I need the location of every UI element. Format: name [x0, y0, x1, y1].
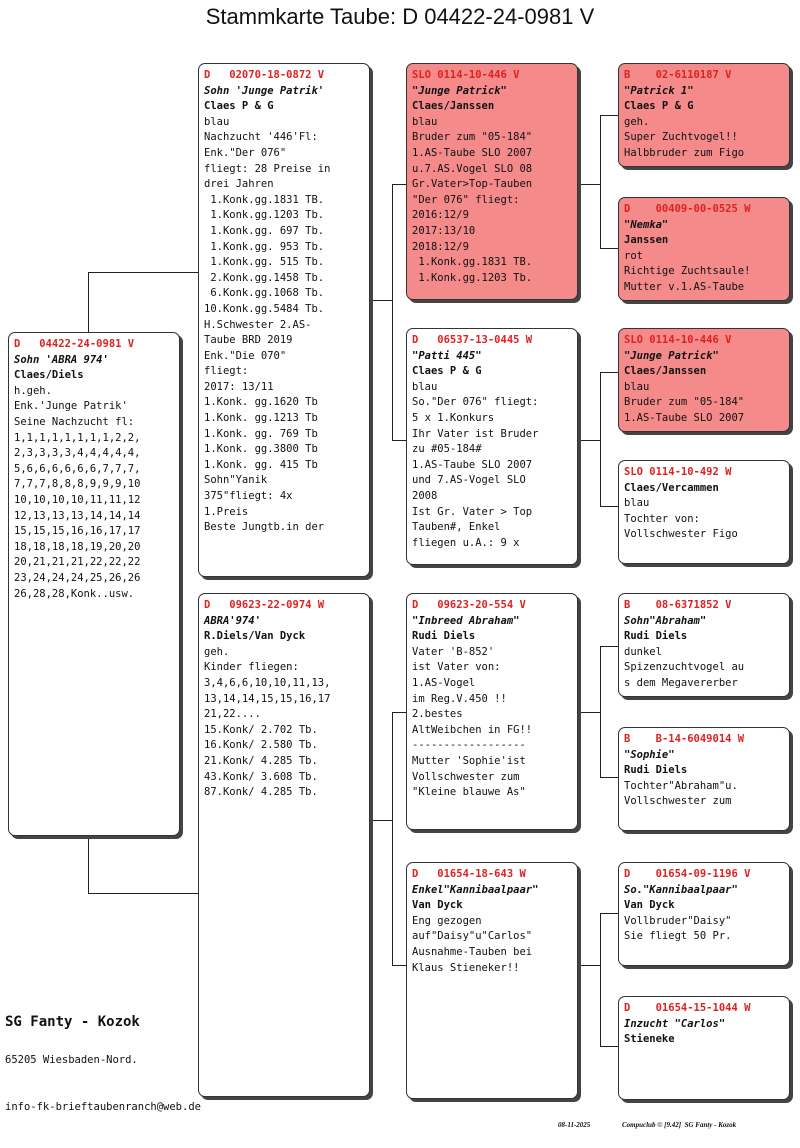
ring-number: D 06537-13-0445 W: [412, 334, 533, 346]
pigeon-name: So."Kannibaalpaar": [624, 883, 738, 896]
info-line: 1.Konk.gg.1203 Tb.: [204, 209, 325, 222]
pigeon-name: "Junge Patrick": [412, 84, 507, 97]
info-line: Seine Nachzucht fl:: [14, 415, 135, 428]
info-line: Eng gezogen: [412, 914, 482, 927]
breeder-name: Claes P & G: [204, 100, 274, 113]
info-line: Bruder zum "05-184": [412, 131, 533, 144]
info-line: Enk."Der 076": [204, 146, 287, 159]
pigeon-name: Sohn 'Junge Patrik': [204, 84, 325, 97]
info-line: Taube BRD 2019: [204, 334, 293, 347]
info-line: geh.: [624, 115, 650, 128]
info-line: 13,14,14,15,15,16,17: [204, 692, 331, 705]
breeder-name: Rudi Diels: [624, 764, 688, 777]
owner-address: 65205 Wiesbaden-Nord.: [5, 1054, 138, 1066]
footer-software: Compuclub © [9.42] SG Fanty - Kozok: [622, 1121, 737, 1129]
info-line: blau: [412, 380, 438, 393]
connector-line: [600, 248, 620, 249]
ring-number: D 09623-20-554 V: [412, 599, 526, 611]
info-line: und 7.AS-Vogel SLO: [412, 474, 526, 487]
connector-line: [600, 646, 601, 778]
pigeon-name: ABRA'974': [204, 614, 261, 627]
ring-number: SLO 0114-10-492 W: [624, 466, 732, 478]
info-line: Kinder fliegen:: [204, 661, 299, 674]
connector-line: [578, 440, 600, 441]
pigeon-card-main[interactable]: [8, 332, 180, 836]
info-line: ------------------: [412, 739, 526, 752]
info-line: Mutter v.1.AS-Taube: [624, 280, 745, 293]
ring-number: D 02070-18-0872 V: [204, 69, 325, 81]
connector-line: [600, 646, 620, 647]
breeder-name: Stieneke: [624, 1033, 675, 1046]
info-line: 18,18,18,18,19,20,20: [14, 540, 141, 553]
info-line: Enk."Die 070": [204, 349, 287, 362]
connector-line: [392, 184, 393, 441]
connector-line: [88, 272, 200, 273]
info-line: 1.AS-Vogel: [412, 676, 476, 689]
info-line: 10.Konk.gg.5484 Tb.: [204, 302, 325, 315]
connector-line: [578, 712, 600, 713]
info-line: Gr.Vater>Top-Tauben: [412, 178, 533, 191]
info-line: 26,28,28,Konk..usw.: [14, 587, 135, 600]
info-line: Sohn"Yanik: [204, 474, 268, 487]
info-line: 1.Konk.gg. 697 Tb.: [204, 224, 325, 237]
info-line: 1.Konk. gg. 415 Tb: [204, 458, 318, 471]
pigeon-card-father[interactable]: [198, 63, 370, 577]
info-line: 1.AS-Taube SLO 2007: [624, 411, 745, 424]
ring-number: D 04422-24-0981 V: [14, 338, 135, 350]
breeder-name: Claes/Janssen: [412, 100, 495, 113]
connector-line: [600, 1046, 620, 1047]
connector-line: [578, 184, 600, 185]
ring-number: D 01654-18-643 W: [412, 868, 526, 880]
breeder-name: Janssen: [624, 234, 669, 247]
connector-line: [88, 893, 200, 894]
info-line: fliegt:: [204, 365, 249, 378]
info-line: 1.Konk.gg.1831 TB.: [204, 193, 325, 206]
info-line: fliegen u.A.: 9 x: [412, 536, 520, 549]
info-line: Vollschwester Figo: [624, 528, 738, 541]
info-line: "Kleine blauwe As": [412, 786, 526, 799]
info-line: 375"fliegt: 4x: [204, 490, 293, 503]
pigeon-card-mother-mother[interactable]: [406, 862, 578, 1099]
info-line: Richtige Zuchtsaule!: [624, 265, 751, 278]
owner-email[interactable]: info-fk-brieftaubenranch@web.de: [5, 1101, 201, 1113]
pigeon-card-fm-mother[interactable]: [618, 460, 790, 564]
info-line: 2017: 13/11: [204, 380, 274, 393]
pigeon-name: Enkel"Kannibaalpaar": [412, 883, 539, 896]
info-line: 21,22....: [204, 708, 261, 721]
pigeon-card-ff-father[interactable]: [618, 63, 790, 167]
info-line: Vollbruder"Daisy": [624, 914, 732, 927]
info-line: 16.Konk/ 2.580 Tb.: [204, 739, 318, 752]
breeder-name: R.Diels/Van Dyck: [204, 630, 306, 643]
connector-line: [600, 913, 601, 1047]
breeder-name: Van Dyck: [624, 899, 675, 912]
info-line: Ausnahme-Tauben bei: [412, 945, 533, 958]
connector-line: [600, 777, 620, 778]
breeder-name: Claes/Diels: [14, 369, 84, 382]
info-line: 2.bestes: [412, 708, 463, 721]
ring-number: D 09623-22-0974 W: [204, 599, 325, 611]
info-line: Ihr Vater ist Bruder: [412, 427, 539, 440]
info-line: im Reg.V.450 !!: [412, 692, 507, 705]
info-line: geh.: [204, 645, 230, 658]
info-line: Bruder zum "05-184": [624, 396, 745, 409]
connector-line: [578, 965, 600, 966]
ring-number: B 02-6110187 V: [624, 69, 732, 81]
connector-line: [600, 115, 620, 116]
info-line: Enk.'Junge Patrik': [14, 400, 128, 413]
info-line: rot: [624, 249, 643, 262]
info-line: fliegt: 28 Preise in: [204, 162, 331, 175]
info-line: AltWeibchen in FG!!: [412, 723, 533, 736]
footer-date: 08-11-2025: [558, 1121, 591, 1129]
page-title: Stammkarte Taube: D 04422-24-0981 V: [205, 4, 595, 29]
connector-line: [600, 372, 601, 507]
info-line: Mutter 'Sophie'ist: [412, 754, 526, 767]
ring-number: D 01654-15-1044 W: [624, 1002, 751, 1014]
info-line: 1.AS-Taube SLO 2007: [412, 458, 533, 471]
info-line: 87.Konk/ 4.285 Tb.: [204, 786, 318, 799]
info-line: So."Der 076" fliegt:: [412, 396, 539, 409]
connector-line: [600, 115, 601, 249]
connector-line: [88, 272, 89, 334]
pigeon-card-mf-father[interactable]: [618, 593, 790, 697]
pigeon-name: "Patti 445": [412, 349, 482, 362]
connector-line: [392, 712, 393, 966]
info-line: Halbbruder zum Figo: [624, 146, 745, 159]
breeder-name: Claes P & G: [412, 365, 482, 378]
info-line: 23,24,24,24,25,26,26: [14, 571, 141, 584]
connector-line: [600, 913, 620, 914]
ring-number: SLO 0114-10-446 V: [412, 69, 520, 81]
info-line: blau: [412, 115, 438, 128]
info-line: 1.Konk. gg.1620 Tb: [204, 396, 318, 409]
info-line: 1.Konk.gg. 953 Tb.: [204, 240, 325, 253]
info-line: Nachzucht '446'Fl:: [204, 131, 318, 144]
pigeon-name: "Sophie": [624, 748, 675, 761]
pigeon-name: Inzucht "Carlos": [624, 1017, 726, 1030]
pigeon-card-mf-mother[interactable]: [618, 727, 790, 831]
breeder-name: Claes/Janssen: [624, 365, 707, 378]
pigeon-name: "Inbreed Abraham": [412, 614, 520, 627]
info-line: 1,1,1,1,1,1,1,1,2,2,: [14, 431, 141, 444]
info-line: blau: [624, 497, 650, 510]
info-line: 2018:12/9: [412, 240, 469, 253]
info-line: Klaus Stieneker!!: [412, 961, 520, 974]
info-line: Spizenzuchtvogel au: [624, 661, 745, 674]
ring-number: B B-14-6049014 W: [624, 733, 745, 745]
pigeon-name: Sohn"Abraham": [624, 614, 707, 627]
info-line: 2016:12/9: [412, 209, 469, 222]
info-line: dunkel: [624, 645, 662, 658]
info-line: 1.Preis: [204, 505, 249, 518]
info-line: 15.Konk/ 2.702 Tb.: [204, 723, 318, 736]
pigeon-card-fm-father[interactable]: [618, 328, 790, 432]
info-line: drei Jahren: [204, 178, 274, 191]
info-line: 43.Konk/ 3.608 Tb.: [204, 770, 318, 783]
ring-number: SLO 0114-10-446 V: [624, 334, 732, 346]
breeder-name: Claes P & G: [624, 100, 694, 113]
info-line: 3,4,6,6,10,10,11,13,: [204, 676, 331, 689]
info-line: 5 x 1.Konkurs: [412, 411, 495, 424]
info-line: "Der 076" fliegt:: [412, 193, 520, 206]
connector-line: [370, 300, 392, 301]
info-line: Vollschwester zum: [624, 795, 732, 808]
pigeon-card-mm-mother[interactable]: [618, 996, 790, 1100]
connector-line: [370, 820, 392, 821]
breeder-name: Claes/Vercammen: [624, 481, 719, 494]
info-line: 15,15,15,16,16,17,17: [14, 525, 141, 538]
breeder-name: Rudi Diels: [624, 630, 688, 643]
info-line: 2,3,3,3,3,4,4,4,4,4,: [14, 447, 141, 460]
info-line: 12,13,13,13,14,14,14: [14, 509, 141, 522]
info-line: Vollschwester zum: [412, 770, 520, 783]
info-line: u.7.AS.Vogel SLO 08: [412, 162, 533, 175]
info-line: blau: [204, 115, 230, 128]
pigeon-name: Sohn 'ABRA 974': [14, 353, 109, 366]
info-line: h.geh.: [14, 384, 52, 397]
connector-line: [88, 836, 89, 894]
info-line: 6.Konk.gg.1068 Tb.: [204, 287, 325, 300]
pigeon-card-mother[interactable]: [198, 593, 370, 1097]
pigeon-name: "Nemka": [624, 218, 669, 231]
info-line: Super Zuchtvogel!!: [624, 131, 738, 144]
info-line: 1.Konk.gg.1831 TB.: [412, 256, 533, 269]
info-line: 21.Konk/ 4.285 Tb.: [204, 754, 318, 767]
info-line: Vater 'B-852': [412, 645, 495, 658]
ring-number: D 01654-09-1196 V: [624, 868, 751, 880]
info-line: Tauben#, Enkel: [412, 521, 501, 534]
info-line: Ist Gr. Vater > Top: [412, 505, 533, 518]
pigeon-card-father-mother[interactable]: [406, 328, 578, 565]
info-line: auf"Daisy"u"Carlos": [412, 930, 533, 943]
ring-number: D 00409-00-0525 W: [624, 203, 751, 215]
connector-line: [600, 506, 620, 507]
info-line: Beste Jungtb.in der: [204, 521, 325, 534]
ring-number: B 08-6371852 V: [624, 599, 732, 611]
info-line: Tochter von:: [624, 512, 700, 525]
info-line: s dem Megavererber: [624, 676, 738, 689]
info-line: 7,7,7,8,8,8,9,9,9,10: [14, 478, 141, 491]
info-line: 1.AS-Taube SLO 2007: [412, 146, 533, 159]
info-line: 1.Konk. gg.3800 Tb: [204, 443, 318, 456]
info-line: Tochter"Abraham"u.: [624, 779, 738, 792]
info-line: H.Schwester 2.AS-: [204, 318, 312, 331]
info-line: 20,21,21,21,22,22,22: [14, 556, 141, 569]
info-line: 2.Konk.gg.1458 Tb.: [204, 271, 325, 284]
pigeon-name: "Patrick 1": [624, 84, 694, 97]
pigeon-card-ff-mother[interactable]: [618, 197, 790, 301]
pigeon-card-father-father[interactable]: [406, 63, 578, 300]
info-line: 1.Konk. gg. 769 Tb: [204, 427, 318, 440]
info-line: blau: [624, 380, 650, 393]
info-line: 1.Konk.gg.1203 Tb.: [412, 271, 533, 284]
info-line: 1.Konk.gg. 515 Tb.: [204, 256, 325, 269]
pigeon-card-mm-father[interactable]: [618, 862, 790, 966]
info-line: 2017:13/10: [412, 224, 476, 237]
info-line: ist Vater von:: [412, 661, 501, 674]
info-line: 5,6,6,6,6,6,6,7,7,7,: [14, 462, 141, 475]
info-line: Sie fliegt 50 Pr.: [624, 930, 732, 943]
breeder-name: Rudi Diels: [412, 630, 476, 643]
pigeon-card-mother-father[interactable]: [406, 593, 578, 830]
info-line: 10,10,10,10,11,11,12: [14, 493, 141, 506]
owner-name: SG Fanty - Kozok: [5, 1014, 140, 1030]
info-line: 1.Konk. gg.1213 Tb: [204, 412, 318, 425]
breeder-name: Van Dyck: [412, 899, 463, 912]
connector-line: [600, 372, 620, 373]
info-line: zu #05-184#: [412, 443, 482, 456]
info-line: 2008: [412, 489, 438, 502]
pigeon-name: "Junge Patrick": [624, 349, 719, 362]
